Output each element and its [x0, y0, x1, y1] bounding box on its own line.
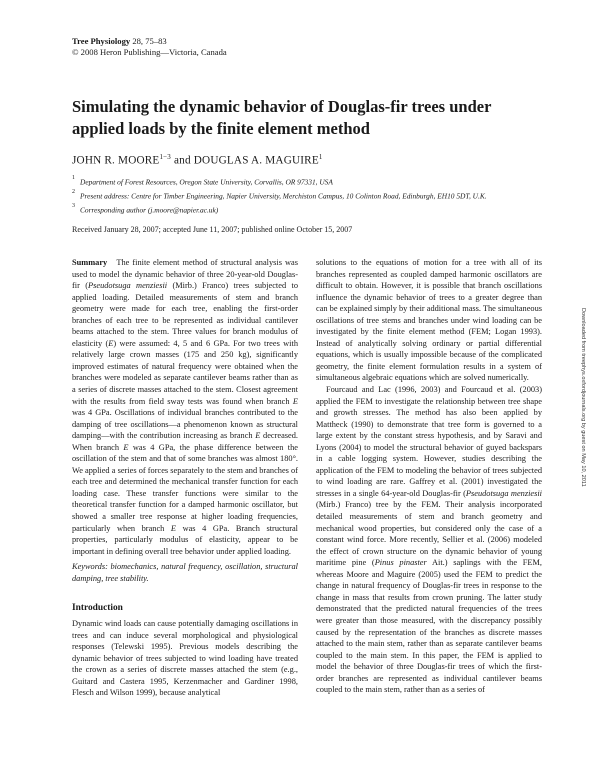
- summary-text: decreased. When branch: [72, 431, 299, 452]
- affil-num: 3: [72, 203, 75, 209]
- journal-volume: 28, 75–83: [132, 36, 167, 46]
- symbol-e: E: [292, 396, 298, 406]
- paragraph-text: Fourcaud and Lac (1996, 2003) and Fourcaud et al. (2003) applied the FEM to investigate the relationship between tree shape and growth stresses. The method has also been applied by Mattheck (1990) to demonstrate that tree form is governed to a large extent by the constant stress hypothesis, and by Saravi and Lyons (2004) to model the structural behavior of guyed backspars in a cable logging system. However, studies describing the application of the FEM to modeling the behavior of trees subjected to wind loading are rare. Gaffrey et al. (2001) investigated the stresses in a single 64-year-old Douglas-fir (: [316, 385, 542, 498]
- affil-text: Present address: Centre for Timber Engineering, Napier University, Merchiston Campus, 10 Colinton Road, Edinburgh, EH10 5DT, U.K.: [80, 191, 487, 201]
- right-column: [316, 257, 542, 696]
- summary-text: The finite element method of structural analysis was used to model the dynamic behavior of three 20-year-old Douglas-fir (: [72, 258, 299, 291]
- summary-text: ) were assumed: 4, 5 and 6 GPa. For two trees with relatively large crown masses (175 and 250 kg), significantly improved estimates of natural frequency were obtained when the branches were modeled as separate cantilever beams rather than as a series of discrete masses attached to the stem. Closest agreement with the results from field sway tests was found when branch: [72, 338, 298, 406]
- symbol-e: E: [123, 442, 129, 452]
- keywords: [72, 561, 298, 584]
- download-sidebar: [578, 310, 588, 650]
- summary-block: [72, 257, 298, 584]
- author-and: and: [171, 154, 194, 167]
- author-1: JOHN R. MOORE: [72, 154, 160, 167]
- right-paragraph-1: solutions to the equations of motion for a tree with all of its branches represented as coupled damped harmonic oscillators are difficult to obtain. However, it is possible that branch oscillations influence the dynamic behavior of trees to a greater degree than can be explained simply by their additional mass. The simultaneous oscillations of tree stems and branches under wind loading can be investigated by the finite element method (FEM; Logan 1993). Instead of analytically solving ordinary or partial differential equations, which is usually impossible because of the complicated geometry, the finite element formulation results in a system of simultaneous algebraic equations which are solved numerically.: [316, 258, 543, 383]
- species-name: Pseudotsuga menziesii: [465, 488, 542, 498]
- summary-text: was 4 GPa. Branch structural properties, particularly modulus of elasticity, appear to be important in defining overall tree behavior under applied loading.: [72, 523, 298, 556]
- copyright: © 2008 Heron Publishing—Victoria, Canada: [72, 47, 227, 57]
- summary-text: was 4 GPa, the phase difference between the oscillation of the stem and that of some branches was almost 180°. We applied a series of forces separately to the stem and branches of each tree and determined the mechanical transfer function for each loading case. These transfer functions were similar to the theoretical transfer function for a damped harmonic oscillator, but showed a smaller tree response at higher loading frequencies, particularly when branch: [72, 442, 298, 533]
- affil-num: 2: [72, 189, 75, 195]
- author-2-sup: 1: [318, 153, 323, 161]
- summary-paragraph: [72, 257, 298, 557]
- journal-name: Tree Physiology: [72, 36, 131, 46]
- keywords-label: Keywords:: [72, 562, 108, 572]
- author-2: DOUGLAS A. MAGUIRE: [193, 154, 319, 167]
- download-notice: Downloaded from treephys.oxfordjournals.org by guest on May 10, 2011: [580, 308, 586, 487]
- paragraph-text: Ait.) saplings with the FEM, whereas Moore and Maguire (2005) used the FEM to predict the change in natural frequency of Douglas-fir trees in response to the change in mass that results from crown pruning. The latter study demonstrated that the predicted natural frequencies of the trees were greater than those measured, with the discrepancy possibly caused by the representation of the branches as discrete masses attached to the main stem, rather than as separate cantilever beams coupled to the main stem. In this paper, the FEM is applied to model the behavior of three Douglas-fir trees of which the first-order branches are represented as individual cantilever beams coupled to the main stem, rather than as a series of: [316, 558, 542, 695]
- affil-text: Department of Forest Resources, Oregon State University, Corvallis, OR 97331, USA: [80, 177, 333, 187]
- symbol-e: E: [170, 523, 177, 533]
- affiliation-1: [72, 175, 552, 187]
- paragraph-text: (Mirb.) Franco) tree by the FEM. Their analysis incorporated detailed measurements of stem and branch geometry and mechanical wood properties, but considered only the case of a constant wind force. More recently, Sellier et al. (2006) modeled the effect of crown structure on the dynamic behavior of young maritime pine (: [316, 500, 542, 568]
- keywords-text: biomechanics, natural frequency, oscillation, structural damping, tree stability.: [72, 562, 298, 583]
- introduction-text: [72, 618, 298, 699]
- journal-header: [72, 36, 227, 58]
- affiliation-3: [72, 203, 552, 215]
- author-line: [72, 153, 323, 167]
- right-paragraph-2: [316, 384, 542, 696]
- author-1-sup: 1−3: [159, 153, 172, 161]
- species-name: Pinus pinaster: [374, 558, 427, 568]
- introduction-heading: Introduction: [72, 603, 123, 613]
- species-name: Pseudotsuga menziesii: [88, 281, 168, 291]
- introduction-paragraph: Dynamic wind loads can cause potentially damaging oscillations in trees and can induce several morphological and physiological responses (Telewski 1995). Previous models describing the dynamic behavior of trees subjected to wind loading have treated the crown as a series of discrete masses attached the stem (e.g., Guitard and Castera 1995, Kerzenmacher and Gardiner 1998, Flesch and Wilson 1999), because analytical: [72, 619, 298, 698]
- symbol-e: E: [108, 338, 114, 348]
- paper-title: Simulating the dynamic behavior of Douglas-fir trees under applied loads by the finite element method: [72, 97, 492, 138]
- summary-text: (Mirb.) Franco) trees subjected to applied loading. Detailed measurements of stem and branch geometry were made for each tree, enabling the first-order branches of each tree to be represented as individual cantilever beams attached to the stem. Three values for branch modulus of elasticity (: [72, 281, 298, 348]
- affil-num: 1: [72, 175, 75, 181]
- symbol-e: E: [255, 431, 261, 441]
- received-dates: Received January 28, 2007; accepted June 11, 2007; published online October 15, 2007: [72, 225, 353, 234]
- summary-heading: Summary: [72, 258, 108, 267]
- affil-text: Corresponding author (j.moore@napier.ac.uk): [80, 205, 219, 215]
- affiliation-2: [72, 189, 552, 201]
- summary-text: was 4 GPa. Oscillations of individual branches contributed to the damping of tree oscillations—a phenomenon known as structural damping—with the contribution increasing as branch: [72, 408, 298, 441]
